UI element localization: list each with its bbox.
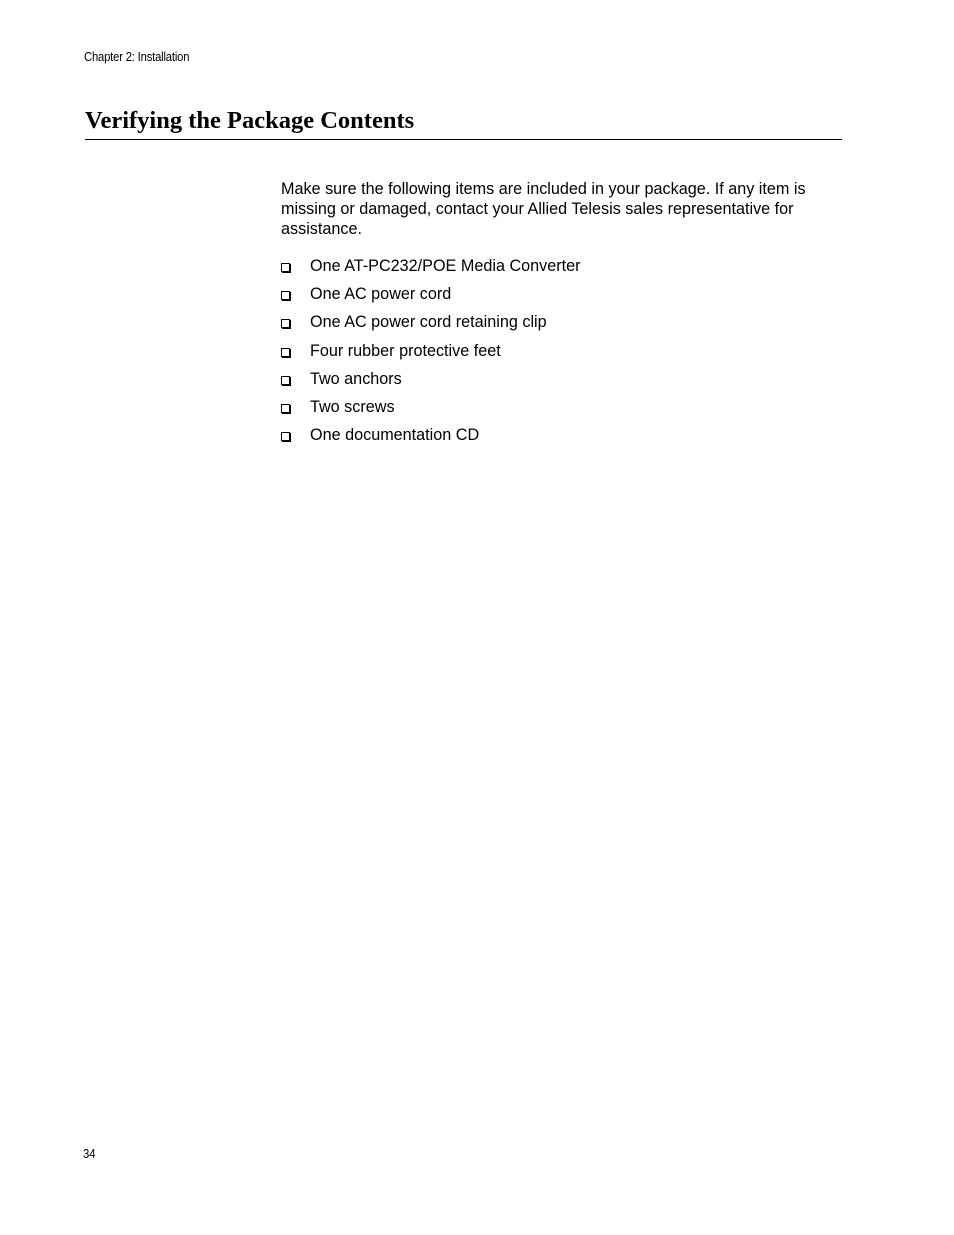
page-title: Verifying the Package Contents <box>85 107 415 134</box>
checkbox-icon <box>281 376 290 385</box>
page-number: 34 <box>83 1147 96 1161</box>
checkbox-icon <box>281 404 290 413</box>
list-item-text: Four rubber protective feet <box>310 341 501 360</box>
list-item-text: One AC power cord retaining clip <box>310 313 547 332</box>
checkbox-icon <box>281 291 290 300</box>
checkbox-icon <box>281 348 290 357</box>
checkbox-icon <box>281 319 290 328</box>
checkbox-icon <box>281 432 290 441</box>
checkbox-icon <box>281 263 290 272</box>
title-divider <box>85 139 842 140</box>
list-item-text: One AC power cord <box>310 285 452 304</box>
list-item-text: One AT-PC232/POE Media Converter <box>310 257 581 275</box>
list-item-text: Two anchors <box>310 369 402 388</box>
running-header: Chapter 2: Installation <box>84 50 190 64</box>
list-item-text: Two screws <box>310 397 395 416</box>
intro-paragraph: Make sure the following items are included in your package. If any item is missing or damaged, contact your Allied Telesis sales representative for assistance. <box>281 180 806 238</box>
list-item-text: One documentation CD <box>310 426 480 445</box>
